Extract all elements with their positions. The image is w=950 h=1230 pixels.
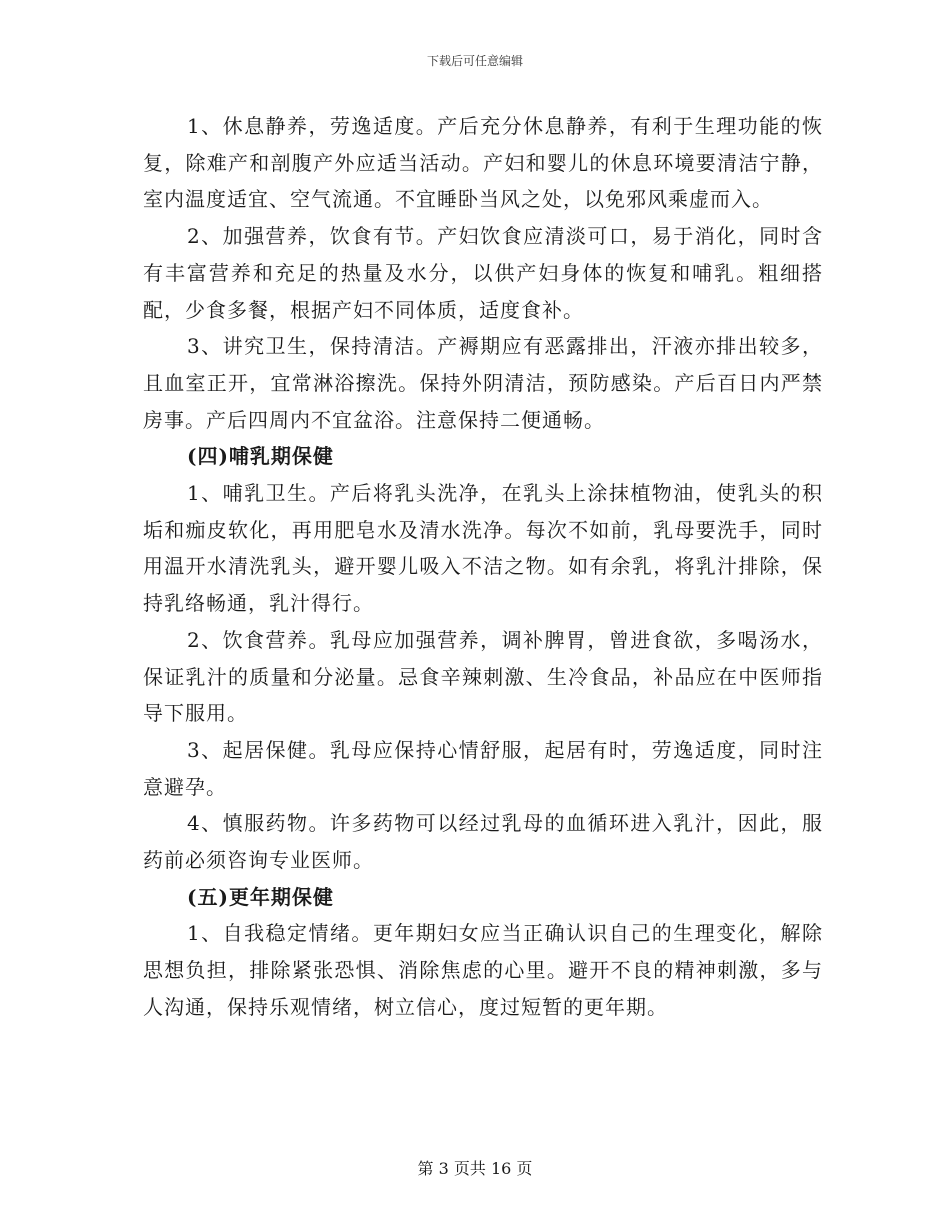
paragraph-lactation-medication: 4、慎服药物。许多药物可以经过乳母的血循环进入乳汁，因此，服药前必须咨询专业医师。 xyxy=(143,811,823,873)
paragraph-postpartum-nutrition: 2、加强营养，饮食有节。产妇饮食应清淡可口，易于消化，同时含有丰富营养和充足的热量及水分，以供产妇身体的恢复和哺乳。粗细搭配，少食多餐，根据产妇不同体质，适度食补。 xyxy=(143,224,823,322)
paragraph-postpartum-hygiene: 3、讲究卫生，保持清洁。产褥期应有恶露排出，汗液亦排出较多，且血室正开，宜常淋浴擦洗。保持外阴清洁，预防感染。产后百日内严禁房事。产后四周内不宜盆浴。注意保持二便通畅。 xyxy=(143,334,823,432)
paragraph-postpartum-rest: 1、休息静养，劳逸适度。产后充分休息静养，有利于生理功能的恢复，除难产和剖腹产外应适当活动。产妇和婴儿的休息环境要清洁宁静，室内温度适宜、空气流通。不宜睡卧当风之处，以免邪风乘虚而入。 xyxy=(143,114,823,212)
page-header-note: 下载后可任意编辑 xyxy=(426,54,523,68)
paragraph-lactation-diet: 2、饮食营养。乳母应加强营养，调补脾胃，曾进食欲，多喝汤水，保证乳汁的质量和分泌量。忌食辛辣刺激、生冷食品，补品应在中医师指导下服用。 xyxy=(143,627,823,726)
document-body xyxy=(143,108,823,1026)
section-heading-menopause: (五)更年期保健 xyxy=(187,884,334,909)
section-heading-lactation: (四)哺乳期保健 xyxy=(187,444,334,469)
paragraph-lactation-lifestyle: 3、起居保健。乳母应保持心情舒服，起居有时，劳逸适度，同时注意避孕。 xyxy=(143,737,823,799)
paragraph-menopause-emotions: 1、自我稳定情绪。更年期妇女应当正确认识自己的生理变化，解除思想负担，排除紧张恐惧、消除焦虑的心里。避开不良的精神刺激，多与人沟通，保持乐观情绪，树立信心，度过短暂的更年期。 xyxy=(143,921,823,1019)
paragraph-lactation-hygiene: 1、哺乳卫生。产后将乳头洗净，在乳头上涂抹植物油，使乳头的积垢和痂皮软化，再用肥皂水及清水洗净。每次不如前，乳母要洗手，同时用温开水清洗乳头，避开婴儿吸入不洁之物。如有余乳，将乳汁排除，保持乳络畅通，乳汁得行。 xyxy=(143,481,823,616)
page-number: 第 3 页共 16 页 xyxy=(417,1159,533,1178)
